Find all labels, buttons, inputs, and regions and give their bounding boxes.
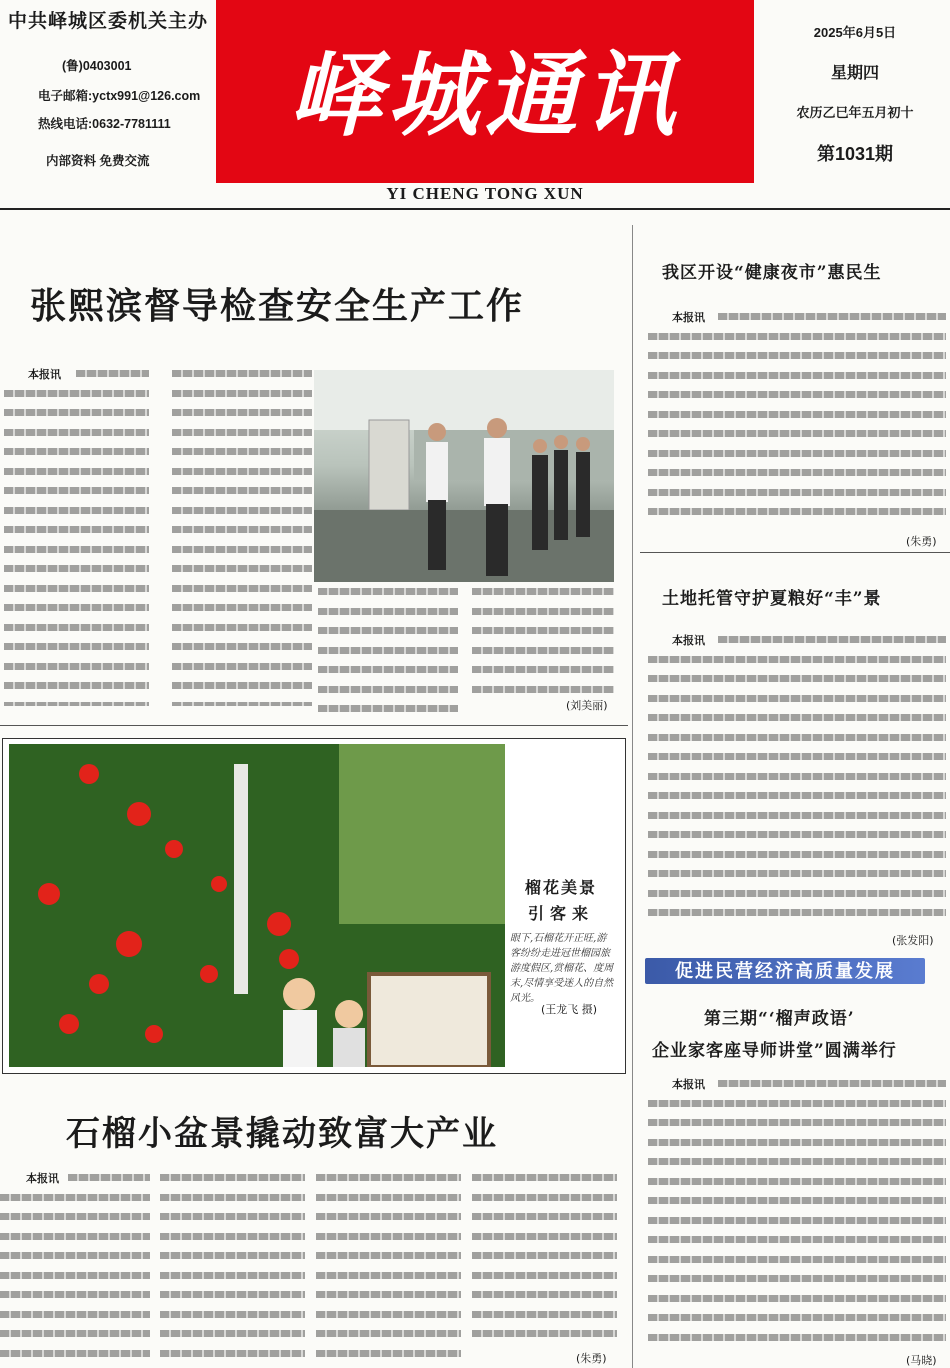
article1-col4 (472, 584, 614, 696)
section-banner: 促进民营经济高质量发展 (645, 958, 925, 984)
lunar-date: 农历乙巳年五月初十 (796, 105, 914, 120)
article2-col1 (0, 1170, 150, 1362)
photo-title-line1: 榴花美景 (524, 878, 597, 897)
article1-body (4, 366, 304, 712)
date: 2025年6月5日 (813, 25, 897, 40)
right-a3-headline-1: 第三期“‘榴声政语’ (704, 1009, 855, 1029)
pomegranate-flower-photo (9, 744, 505, 1067)
right-a1-author: (朱勇) (906, 535, 937, 548)
right-a2-headline: 土地托管守护夏粮好“丰”景 (662, 589, 882, 609)
reg-no: (鲁)0403001 (62, 59, 132, 73)
article1-col1 (4, 366, 149, 706)
newspaper-title: 峄城通讯 (288, 41, 681, 149)
pinyin-title: YI CHENG TONG XUN (386, 184, 584, 203)
column-divider (632, 225, 633, 1368)
issue-no: 第1031期 (816, 144, 894, 164)
photo-caption: 眼下,石榴花开正旺,游客纷纷走进冠世榴园旅游度假区,赏榴花、度周末,尽情享受迷人的自然风光。 (510, 933, 614, 1004)
article2-col3 (316, 1170, 461, 1362)
article2-lead: 本报讯 (26, 1172, 59, 1185)
hotline: 热线电话:0632-7781111 (38, 117, 171, 131)
right-a1-headline: 我区开设“健康夜市”惠民生 (662, 263, 882, 283)
title-block (216, 0, 754, 183)
masthead-rule (0, 208, 950, 210)
article1-lead: 本报讯 (28, 368, 61, 381)
email: 电子邮箱:yctx991@126.com (38, 89, 201, 103)
sponsor: 中共峄城区委机关主办 (8, 10, 209, 32)
right-a2-body (648, 632, 946, 928)
factory-scene-image (314, 370, 614, 582)
article2-author: (朱勇) (576, 1352, 607, 1365)
divider (640, 552, 950, 553)
photo-author: (王龙飞 摄) (541, 1003, 598, 1016)
photo-feature-box (2, 738, 626, 1074)
right-a2-lead: 本报讯 (672, 634, 705, 647)
article1-author: (刘美丽) (566, 699, 608, 712)
article1-headline: 张熙滨督导检查安全生产工作 (30, 285, 525, 327)
article2-col4 (472, 1170, 617, 1346)
divider (0, 725, 628, 726)
right-a3-headline-2: 企业家客座导师讲堂”圆满举行 (652, 1041, 897, 1061)
masthead-left (0, 0, 212, 188)
right-a2-author: (张发阳) (892, 934, 934, 947)
right-a3-author: (马晓) (906, 1354, 937, 1367)
right-a1-lead: 本报讯 (672, 311, 705, 324)
article2-headline: 石榴小盆景撬动致富大产业 (66, 1114, 498, 1154)
right-a3-body (648, 1076, 946, 1346)
article2-col2 (160, 1170, 305, 1362)
weekday: 星期四 (830, 65, 879, 82)
inspection-photo (314, 370, 614, 582)
note: 内部资料 免费交流 (46, 154, 150, 168)
article1-col3 (318, 584, 458, 712)
right-a1-body (648, 309, 946, 527)
right-a3-lead: 本报讯 (672, 1078, 705, 1091)
photo-title-line2: 引客来 (527, 904, 594, 923)
article1-col2 (172, 366, 312, 706)
